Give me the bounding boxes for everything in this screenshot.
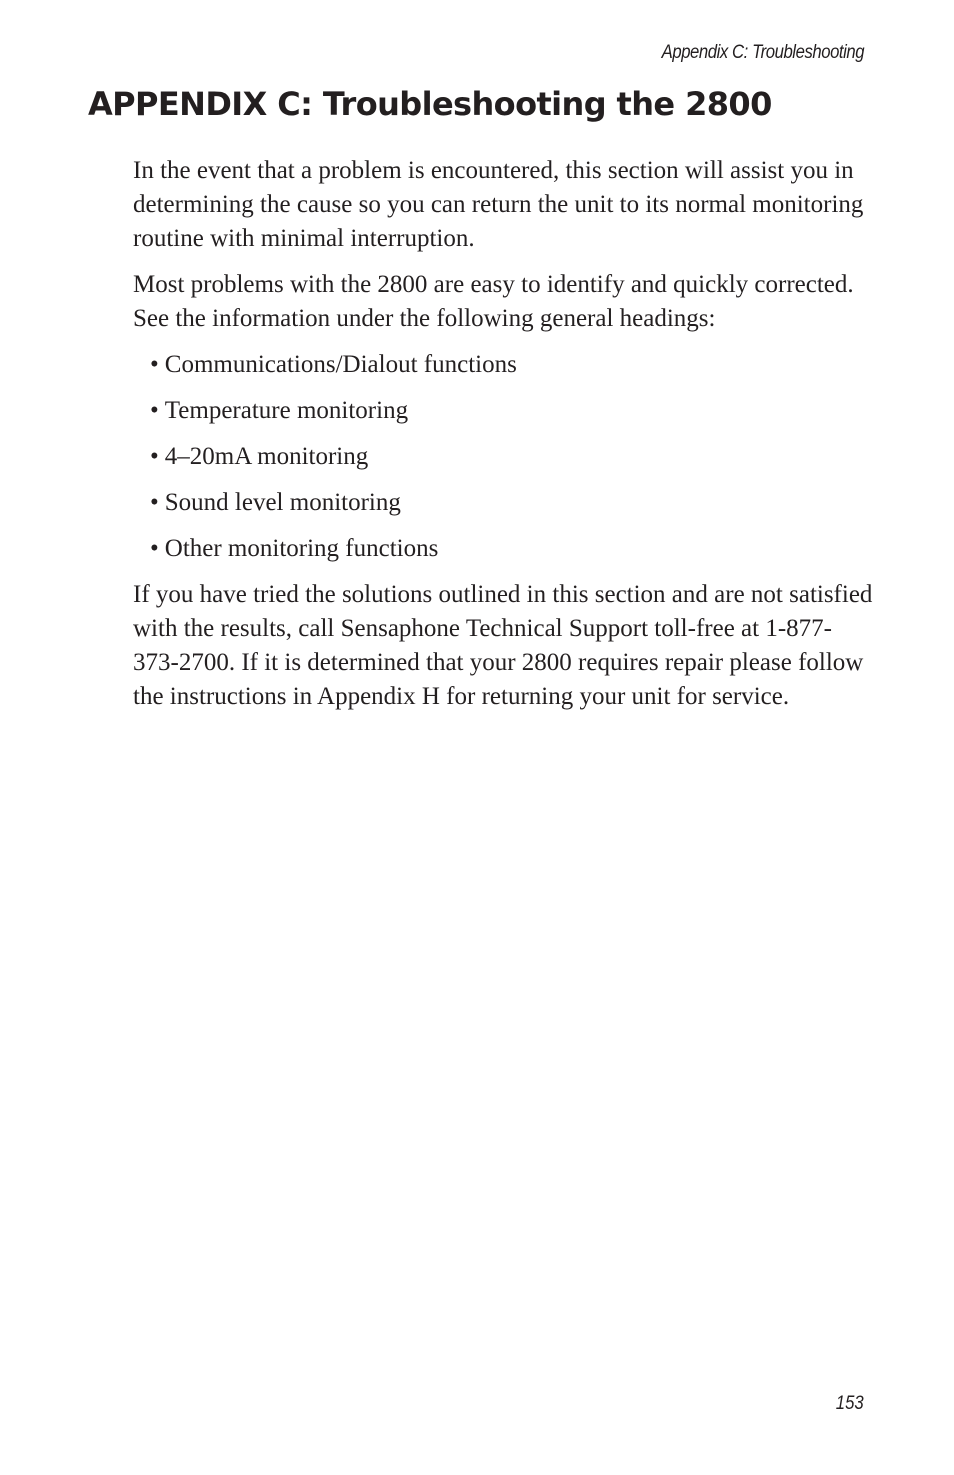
list-item <box>150 486 873 520</box>
chapter-title: APPENDIX C: Troubleshooting the 2800 <box>88 85 772 123</box>
list-item-text: 4–20mA monitoring <box>164 443 369 470</box>
list-item-text: Sound level monitoring <box>164 489 401 516</box>
list-item-text: Other monitoring functions <box>164 535 439 562</box>
bullet-icon: • <box>150 443 159 470</box>
list-item <box>150 394 873 428</box>
list-item <box>150 440 873 474</box>
list-item-text: Temperature monitoring <box>164 397 409 424</box>
headings-paragraph: Most problems with the 2800 are easy to identify and quickly corrected. See the information under the following general headings: <box>133 271 854 332</box>
list-item <box>150 348 873 382</box>
heading-list <box>133 348 873 566</box>
list-item-text: Communications/Dialout functions <box>164 351 517 378</box>
support-paragraph: If you have tried the solutions outlined in this section and are not satisfied with the results, call Sensaphone Technical Support toll-free at 1-877-373-2700. If it is determined that your 2800 requires repair please follow the instructions in Appendix H for returning your unit for service. <box>133 581 873 710</box>
bullet-icon: • <box>150 535 159 562</box>
bullet-icon: • <box>150 397 159 424</box>
bullet-icon: • <box>150 489 159 516</box>
list-item <box>150 532 873 566</box>
intro-paragraph: In the event that a problem is encountered, this section will assist you in determining the cause so you can return the unit to its normal monitoring routine with minimal interruption. <box>133 157 864 252</box>
body-text <box>133 154 873 726</box>
page-number: 153 <box>836 1393 864 1414</box>
running-header: Appendix C: Troubleshooting <box>661 42 864 63</box>
bullet-icon: • <box>150 351 159 378</box>
